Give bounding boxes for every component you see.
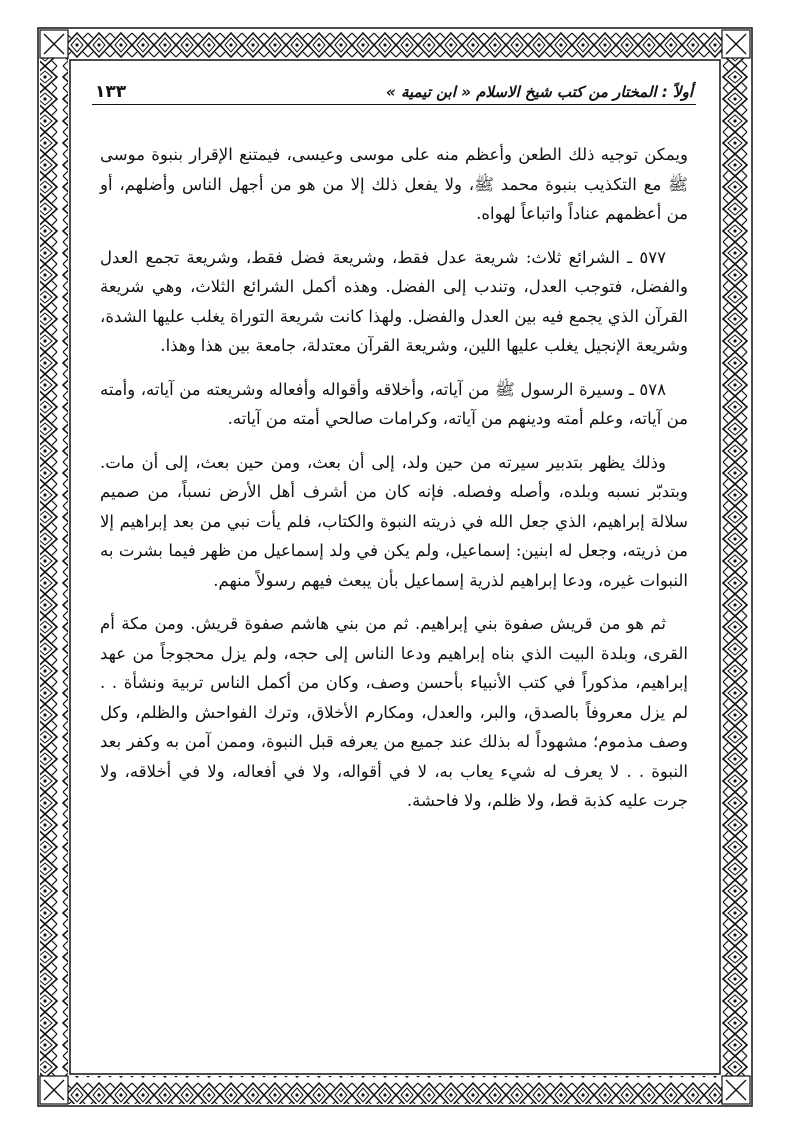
paragraph: ٥٧٧ ـ الشرائع ثلاث: شريعة عدل فقط، وشريعة فضل فقط، وشريعة تجمع العدل والفضل، فتوجب العدل، وتندب إلى الفضل. وهذه أكمل الشرائع الثلاث، وهي شريعة القرآن الذي يجمع فيه بين العدل والفضل. ولهذا كانت شريعة التوراة يغلب عليها الشدة، وشريعة الإنجيل يغلب عليها اللين، وشريعة القرآن معتدلة، جامعة بين هذا وهذا. [100,247,688,355]
page-header [95,72,693,102]
paragraph: ثم هو من قريش صفوة بني إبراهيم. ثم من بني هاشم صفوة قريش. ومن مكة أم القرى، وبلدة البيت الذي بناه إبراهيم ودعا الناس إلى حجه، ولم يزل محجوجاً من عهد إبراهيم، مذكوراً في كتب الأنبياء بأحسن وصف، وكان من أكمل الناس تربية ونشأة . . لم يزل معروفاً بالصدق، والبر، والعدل، ومكارم الأخلاق، وترك الفواحش والظلم، وكل وصف مذموم؛ مشهوداً له بذلك عند جميع من يعرفه قبل النبوة، وممن آمن به وكفر بعد النبوة . . لا يعرف له شيء يعاب به، لا في أقواله، ولا في أفعاله، ولا في أخلاقه، ولا جرت عليه كذبة قط، ولا ظلم، ولا فاحشة. [100,614,688,810]
header-rule [92,104,696,105]
page-number: ١٣٣ [95,82,127,102]
body-text [100,140,688,1012]
paragraph: ويمكن توجيه ذلك الطعن وأعظم منه على موسى وعيسى، فيمتنع الإقرار بنبوة موسى ﷺ مع التكذيب بنبوة محمد ﷺ، ولا يفعل ذلك إلا من هو من أجهل الناس وأضلهم، أو من أعظمهم عناداً واتباعاً لهواه. [100,145,688,223]
running-title: أولاً : المختار من كتب شيخ الاسلام « ابن تيمية » [386,83,693,101]
paragraph: وذلك يظهر بتدبير سيرته من حين ولد، إلى أن بعث، ومن حين بعث، إلى أن مات. وبتدبّر نسبه وبلده، وأصله وفصله. فإنه كان من أشرف أهل الأرض نسباً، من صميم سلالة إبراهيم، الذي جعل الله في ذريته النبوة والكتاب، فلم يأت نبي من بعد إبراهيم إلا من ذريته، وجعل له ابنين: إسماعيل، ولم يكن في ولد إسماعيل من ظهر فيما بشرت به النبوات غيره، ودعا إبراهيم لذرية إسماعيل بأن يبعث فيهم رسولاً منهم. [100,452,688,590]
paragraph: ٥٧٨ ـ وسيرة الرسول ﷺ من آياته، وأخلاقه وأقواله وأفعاله وشريعته من آياته، وأمته من آياته، وعلم أمته ودينهم من آياته، وكرامات صالحي أمته من آياته. [100,379,688,428]
